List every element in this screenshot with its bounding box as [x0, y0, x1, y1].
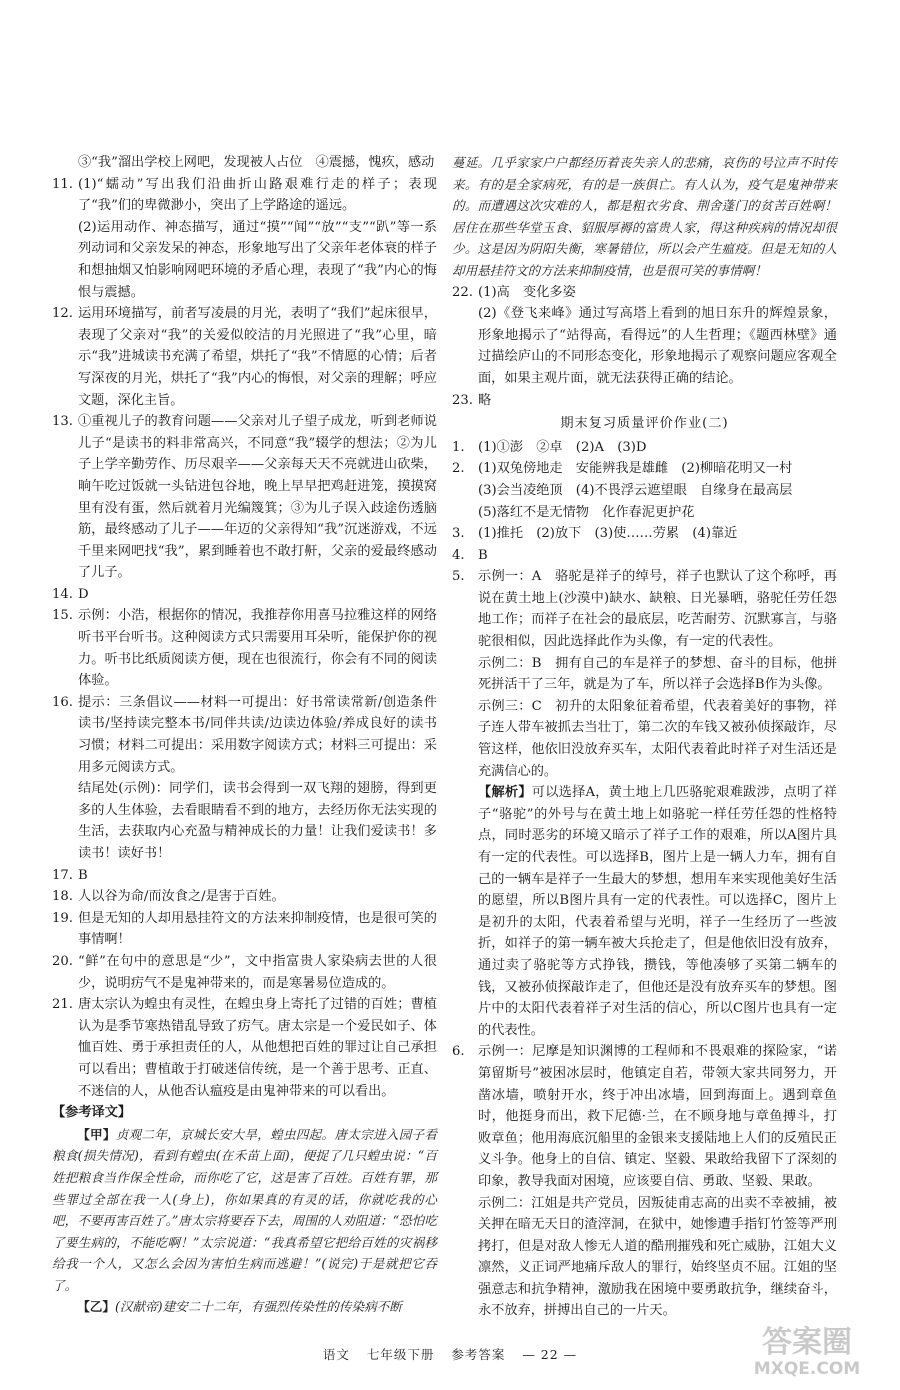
answer-paragraph: 示例二：江姐是共产党员，因叛徒甫志高的出卖不幸被捕，被关押在暗无天日的渣滓洞，在狱中，她惨遭手指钉竹签等严刑拷打，但是对敌人惨无人道的酷刑摧残和死亡威胁，江姐大义凛然，义正词严地痛斥敌人的罪行，始终坚贞不屈。江姐的坚强意志和抗争精神，激励我在困境中要勇敢抗争，继续奋斗，永不放弃，拼搏出自己的一片天。: [478, 1195, 837, 1319]
answer-number: 1.: [452, 439, 465, 455]
answer-item: [52, 411, 437, 584]
answer-text: (1)①澎 ②卓 (2)A (3)D: [478, 439, 647, 455]
answer-number: 5.: [452, 569, 465, 585]
right-column: [452, 152, 837, 1322]
footer-grade: 七年级下册: [366, 1347, 435, 1362]
answer-text: 示例一：A 骆驼是祥子的绰号，祥子也默认了这个称呼，再说在黄土地上(沙漠中)缺水、缺粮、日光暴晒，骆驼任劳任怨地工作；而祥子在社会的最底层，吃苦耐劳、沉默寡言，与骆驼很相似，因此选择此作为头像，有一定的代表性。: [478, 569, 837, 650]
answer-item: [52, 908, 437, 951]
answer-item: [52, 865, 437, 887]
answer-text: 唐太宗认为蝗虫有灵性，在蝗虫身上寄托了过错的百姓；曹植认为是季节寒热错乱导致了疠气。唐太宗是一个爱民如子、体恤百姓、勇于承担责任的人，从他想把百姓的罪过让自己承担可以看出；曹植敢于打破迷信传统，是一个善于思考、正直、不迷信的人，从他否认瘟疫是由鬼神带来的可以看出。: [78, 997, 437, 1099]
translation-paragraph: [52, 1296, 437, 1318]
answer-number: 20.: [52, 953, 73, 969]
answer-item: [452, 566, 837, 652]
answer-number: 4.: [452, 547, 465, 563]
answer-item: [52, 692, 437, 778]
answer-number: 3.: [452, 526, 465, 542]
answer-paragraph: 示例三：C 初升的太阳象征着希望，代表着美好的事物，祥子连人带车被抓去当壮丁，第二次的车钱又被孙侦探敲诈，尽管这样，他依旧没放弃买车，太阳代表着此时祥子对生活还是充满信心的。: [478, 698, 837, 779]
answer-number: 17.: [52, 867, 73, 883]
answer-text: (1)高 变化多姿: [478, 284, 576, 300]
watermark-logo: [732, 1318, 882, 1380]
answer-text: (1)“蠕动”写出我们沿曲折山路艰难行走的样子；表现了“我”们的卑微渺小，突出了上学路途的遥远。: [78, 176, 437, 214]
left-column: [52, 152, 437, 1318]
answer-item: [452, 523, 837, 545]
answer-text: (1)双兔傍地走 安能辨我是雄雌 (2)柳暗花明又一村: [478, 461, 793, 477]
answer-item: [452, 1041, 837, 1192]
answer-paragraph: ③“我”溜出学校上网吧，发现被人占位 ④震撼，愧疚，感动: [78, 155, 435, 170]
footer-label: 参考答案: [451, 1347, 506, 1362]
answer-text: ①重视儿子的教育问题——父亲对儿子望子成龙，听到老师说儿子“是读书的料非常高兴，不同意“我”辍学的想法；②为儿子上学辛勤劳作、历尽艰辛——父亲每天天不亮就进山砍柴，晌午吃过饭就一头钻进包谷地，晚上早早把鸡赶进笼，摸摸窝里有没有蛋，然后就着月光编篾箕；③为儿子误入歧途伤透脑筋，最终感动了儿子——年迈的父亲得知“我”沉迷游戏，不远千里来网吧找“我”，累到睡着也不敢打鼾，父亲的爱最终感动了儿子。: [78, 414, 437, 581]
translation-text: 贞观二年，京城长安大旱，蝗虫四起。唐太宗进入园子看粮食(损失情况)，看到有蝗虫(在禾苗上面)，便捉了几只蝗虫说：“百姓把粮食当作保全性命，而你吃了它，这是害了百姓。百姓有罪，那些罪过全部在我一人(身上)，你如果真的有灵的话，你就吃我的心吧，不要再害百姓了。”唐太宗将要吞下去，周围的人劝阻道：“恐怕吃了要生病的，不能吃啊！”太宗说道：“我真希望它把给百姓的灾祸移给我一个人，又怎么会因为害怕生病而逃避！”(说完)于是就把它吞了。: [52, 1126, 438, 1293]
answer-item: [52, 886, 437, 908]
translation-tag: 【甲】: [77, 1126, 116, 1142]
answer-number: 16.: [52, 694, 73, 710]
answer-number: 12.: [52, 306, 73, 322]
answer-text: 运用环境描写，前者写凌晨的月光，表明了“我们”起床很早，表现了父亲对“我”的关爱似皎洁的月光照进了“我”心里，暗示“我”进城读书充满了希望，烘托了“我”不情愿的心情；后者写深夜的月光，烘托了“我”内心的悔恨，对父亲的理解；呼应文题，深化主旨。: [78, 306, 437, 408]
answer-text: 略: [478, 392, 492, 408]
section-heading: 【参考译文】: [52, 1105, 132, 1121]
answer-text: 但是无知的人却用悬挂符文的方法来抑制疫情，也是很可笑的事情啊！: [78, 910, 437, 948]
answer-paragraph: 示例二：B 拥有自己的车是祥子的梦想、奋斗的目标，他拼死拼活干了三年，就是为了车，所以祥子会选择B作为头像。: [478, 655, 837, 693]
answer-number: 6.: [452, 1044, 465, 1060]
answer-item: [52, 605, 437, 691]
answer-item: [452, 545, 837, 567]
answer-item: [452, 458, 837, 480]
answer-item: [52, 303, 437, 411]
translation-text: 蔓延。几乎家家户户都经历着丧失亲人的悲痛，哀伤的号泣声不时传来。有的是全家病死，有的是一族俱亡。有人认为，疫气是鬼神带来的。而遭遇这次灾难的人，都是粗衣劣食、荆舍蓬门的贫苦百姓啊！居住在那些华堂玉食、貂服厚褥的富贵人家，得这种疾病的情况却很少。这是因为阴阳失衡，寒暑错位，所以会产生瘟疫。但是无知的人却用悬挂符文的方法来抑制疫情，也是很可笑的事情啊！: [452, 155, 837, 278]
answer-item: [52, 584, 437, 606]
answer-text: 示例：小浩，根据你的情况，我推荐你用喜马拉雅这样的网络听书平台听书。这种阅读方式只需要用耳朵听，能保护你的视力。听书比纸质阅读方便，现在也很流行，你会有不同的阅读体验。: [78, 608, 437, 689]
answer-text: 示例一：尼摩是知识渊博的工程师和不畏艰难的探险家，“诺第留斯号”被困冰层时，他镇定自若，带领大家共同努力，开凿冰墙，喷射开水，终于冲出冰墙，回到海面上。遇到章鱼时，他挺身而出，救下尼德·兰，在不顾身地与章鱼搏斗，打败章鱼；他用海底沉船里的金银来支援陆地上人们的反殖民正义斗争。他身上的自信、镇定、坚毅、果敢给我留下了深刻的印象，教导我面对困境，应该要自信、勇敢、坚毅、果敢。: [478, 1044, 837, 1189]
analysis-label: 【解析】: [478, 785, 532, 801]
answer-paragraph: (3)会当凌绝顶 (4)不畏浮云遮望眼 自缘身在最高层: [478, 482, 793, 498]
footer-page-number: — 22 —: [522, 1347, 578, 1362]
section-title: 期末复习质量评价作业(二): [560, 416, 729, 432]
answer-number: 22.: [452, 284, 473, 300]
answer-item: [52, 174, 437, 217]
answer-text: B: [478, 547, 488, 563]
answer-number: 14.: [52, 586, 73, 602]
answer-item: [52, 994, 437, 1102]
answer-text: 人以谷为命/而汝食之/是害于百姓。: [78, 889, 285, 905]
translation-paragraph: [452, 152, 837, 282]
answer-text: D: [78, 586, 89, 602]
answer-paragraph: (5)落红不是无情物 化作春泥更护花: [478, 504, 695, 520]
answer-number: 2.: [452, 461, 465, 477]
answer-number: 11.: [52, 176, 73, 192]
answer-item: [452, 437, 837, 459]
answer-number: 19.: [52, 910, 73, 926]
answer-item: [452, 390, 837, 412]
answer-paragraph: (2)《登飞来峰》通过写高塔上看到的旭日东升的辉煌景象，形象地揭示了“站得高，看得远”的人生哲理；《题西林壁》通过描绘庐山的不同形态变化，形象地揭示了观察问题应客观全面，如果主观片面，就无法获得正确的结论。: [478, 306, 837, 386]
answer-paragraph: (2)运用动作、神态描写，通过“摸”“闻”“放”“支”“趴”等一系列动词和父亲发呆的神态，形象地写出了父亲年老体衰的样子和想抽烟又怕影响网吧环境的矛盾心理，表现了“我”内心的悔恨与震撼。: [78, 219, 437, 300]
translation-text: (汉献帝)建安二十二年，有强烈传染性的传染病不断: [114, 1299, 402, 1315]
answer-text: 提示：三条倡议——材料一可提出：好书常读常新/创造条件读书/坚持读完整本书/同伴共读/边读边体验/养成良好的读书习惯；材料二可提出：采用数字阅读方式；材料三可提出：采用多元阅读方式。: [78, 694, 437, 775]
analysis-text: 可以选择A，黄土地上几匹骆驼艰难跋涉，点明了祥子“骆驼”的外号与在黄土地上如骆驼一样任劳任怨的性格特点，同时恶劣的环境又暗示了祥子工作的艰难，所以A图片具有一定的代表性。可以选择B，图片上是一辆人力车，拥有自己的一辆车是祥子一生最大的梦想，想用车来实现他美好生活的愿望，所以B图片具有一定的代表性。可以选择C，图片上是初升的太阳，代表着希望与光明，祥子一生经历了一些波折，如祥子的第一辆车被大兵抢走了，但是他依旧没有放弃，通过卖了骆驼等方式挣钱，攒钱，等他凑够了买第二辆车的钱，又被孙侦探敲诈走了，但他还是没有放弃买车的梦想。图片中的太阳代表着祥子对生活的信心，所以C图片也具有一定的代表性。: [478, 785, 837, 1038]
watermark-site-text: MXQE.COM: [753, 1359, 861, 1379]
footer-subject: 语文: [322, 1347, 350, 1362]
answer-number: 23.: [452, 392, 473, 408]
analysis-paragraph: [452, 782, 837, 1041]
answer-text: B: [78, 867, 88, 883]
answer-text: (1)推托 (2)放下 (3)使……劳累 (4)靠近: [478, 526, 738, 542]
answer-number: 21.: [52, 997, 73, 1013]
answer-item: [452, 282, 837, 304]
answer-item: [52, 951, 437, 994]
answer-text: “鲜”在句中的意思是“少”，文中指富贵人家染病去世的人很少，说明疠气不是鬼神带来的，而是寒暑易位造成的。: [78, 953, 437, 991]
translation-paragraph: [52, 1124, 437, 1297]
translation-tag: 【乙】: [77, 1299, 115, 1315]
watermark-logo-text: 答案圈: [762, 1325, 852, 1360]
answer-number: 13.: [52, 414, 73, 430]
answer-number: 15.: [52, 608, 73, 624]
answer-paragraph: 结尾处(示例)：同学们，读书会得到一双飞翔的翅膀，得到更多的人生体验，去看眼睛看不到的地方，去经历你无法实现的生活，去获取内心充盈与精神成长的力量！让我们爱读书！多读书！读好书！: [78, 781, 437, 861]
answer-number: 18.: [52, 889, 73, 905]
